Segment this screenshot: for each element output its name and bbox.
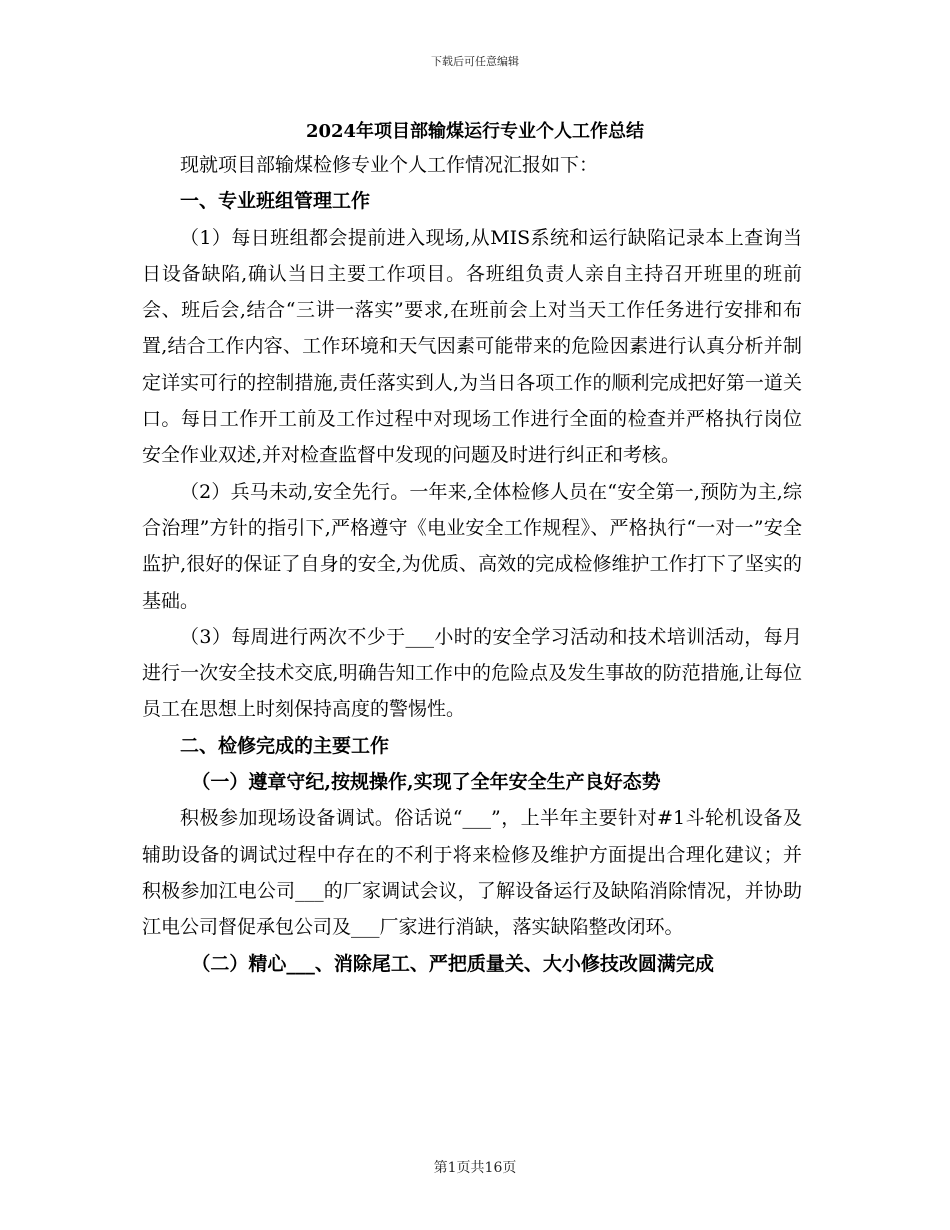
- section-heading-2: 二、检修完成的主要工作: [180, 734, 390, 757]
- subsection-heading-2: （二）精心___、消除尾工、严把质量关、大小修技改圆满完成: [191, 952, 714, 975]
- body-paragraph: （2）兵马未动,安全先行。一年来,全体检修人员在“安全第一,预防为主,综合治理”方针的指引下,严格遵守《电业安全工作规程》、严格执行“一对一”安全监护,很好的保证了自身的安全,为优质、高效的完成检修维护工作打下了坚实的基础。: [142, 480, 802, 612]
- page-number: 第1页共16页: [433, 1160, 517, 1176]
- subsection-heading-1: （一）遵章守纪,按规操作,实现了全年安全生产良好态势: [191, 771, 661, 794]
- page-header-note: 下载后可任意编辑: [431, 55, 519, 68]
- document-body: [142, 147, 802, 982]
- document-title: 2024年项目部输煤运行专业个人工作总结: [305, 121, 645, 142]
- body-paragraph: （1）每日班组都会提前进入现场,从MIS系统和运行缺陷记录本上查询当日设备缺陷,确认当日主要工作项目。各班组负责人亲自主持召开班里的班前会、班后会,结合“三讲一落实”要求,在班前会上对当天工作任务进行安排和布置,结合工作内容、工作环境和天气因素可能带来的危险因素进行认真分析并制定详实可行的控制措施,责任落实到人,为当日各项工作的顺利完成把好第一道关口。每日工作开工前及工作过程中对现场工作进行全面的检查并严格执行岗位安全作业双述,并对检查监督中发现的问题及时进行纠正和考核。: [142, 226, 802, 467]
- body-paragraph: （3）每周进行两次不少于___小时的安全学习活动和技术培训活动，每月进行一次安全技术交底,明确告知工作中的危险点及发生事故的防范措施,让每位员工在思想上时刻保持高度的警惕性。: [142, 625, 802, 721]
- intro-paragraph: 现就项目部输煤检修专业个人工作情况汇报如下：: [180, 154, 599, 176]
- body-paragraph: 积极参加现场设备调试。俗话说“___”，上半年主要针对#1斗轮机设备及辅助设备的调试过程中存在的不利于将来检修及维护方面提出合理化建议；并积极参加江电公司___的厂家调试会议，了解设备运行及缺陷消除情况，并协助江电公司督促承包公司及___厂家进行消缺，落实缺陷整改闭环。: [142, 807, 802, 939]
- section-heading-1: 一、专业班组管理工作: [180, 190, 371, 213]
